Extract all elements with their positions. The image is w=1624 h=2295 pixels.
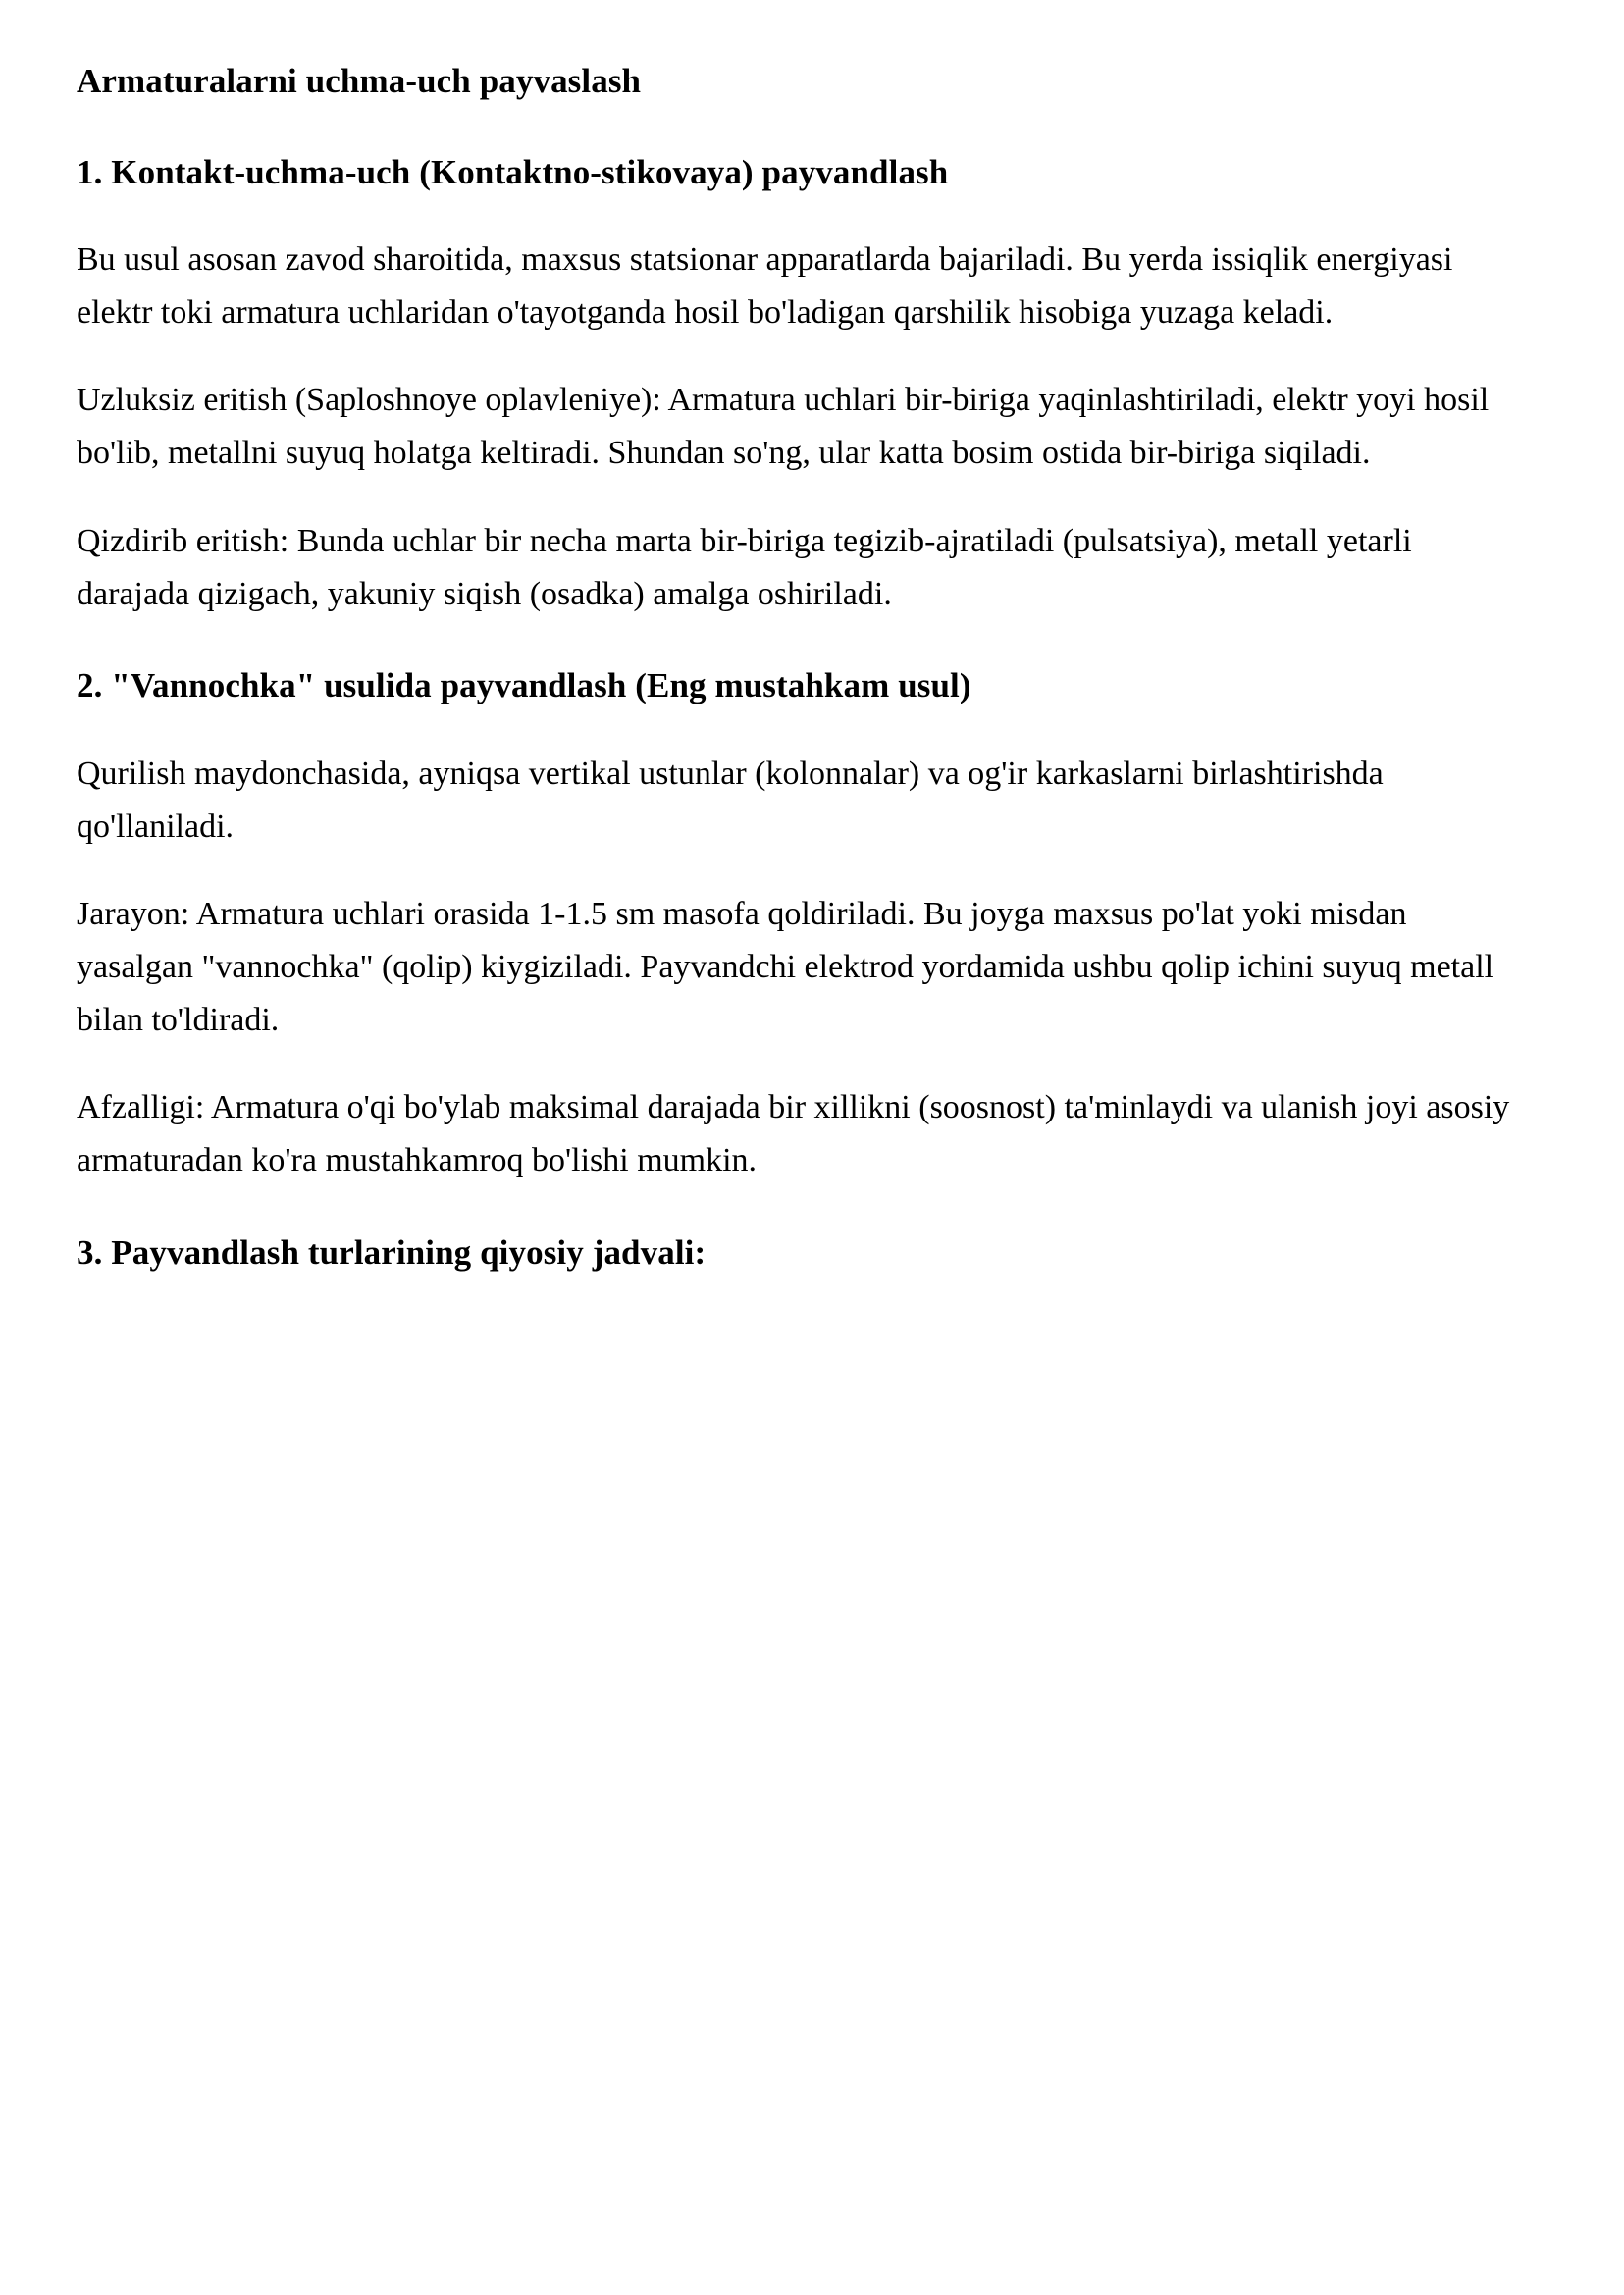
section-heading-2: 2. "Vannochka" usulida payvandlash (Eng mustahkam usul) xyxy=(77,666,971,705)
document-body xyxy=(77,59,1519,1275)
spacer xyxy=(77,339,1519,374)
spacer xyxy=(77,480,1519,515)
spacer xyxy=(77,1187,1519,1230)
spacer xyxy=(77,104,1519,150)
spacer xyxy=(77,1046,1519,1081)
section-heading-3: 3. Payvandlash turlarining qiyosiy jadvali: xyxy=(77,1232,707,1272)
spacer xyxy=(77,708,1519,748)
section-1-paragraph-2: Uzluksiz eritish (Saploshnoye oplavleniye): Armatura uchlari bir-biriga yaqinlashtiriladi, elektr yoyi hosil bo'lib, metallni suyuq holatga keltiradi. Shundan so'ng, ular katta bosim ostida bir-biriga siqiladi. xyxy=(77,382,1490,472)
page-title: Armaturalarni uchma-uch payvaslash xyxy=(77,62,642,100)
spacer xyxy=(77,194,1519,234)
spacer xyxy=(77,620,1519,663)
section-heading-1: 1. Kontakt-uchma-uch (Kontaktno-stikovaya) payvandlash xyxy=(77,152,949,191)
spacer xyxy=(77,853,1519,888)
section-2-paragraph-1: Qurilish maydonchasida, ayniqsa vertikal ustunlar (kolonnalar) va og'ir karkaslarni birlashtirishda qo'llaniladi. xyxy=(77,755,1384,845)
section-1-paragraph-1: Bu usul asosan zavod sharoitida, maxsus statsionar apparatlarda bajariladi. Bu yerda issiqlik energiyasi elektr toki armatura uchlaridan o'tayotganda hosil bo'ladigan qarshilik hisobiga yuzaga keladi. xyxy=(77,241,1453,331)
section-2-paragraph-2: Jarayon: Armatura uchlari orasida 1-1.5 sm masofa qoldiriladi. Bu joyga maxsus po'lat yoki misdan yasalgan "vannochka" (qolip) kiygiziladi. Payvandchi elektrod yordamida ushbu qolip ichini suyuq metall bilan to'ldiradi. xyxy=(77,896,1494,1038)
section-2-paragraph-3: Afzalligi: Armatura o'qi bo'ylab maksimal darajada bir xillikni (soosnost) ta'minlaydi va ulanish joyi asosiy armaturadan ko'ra mustahkamroq bo'lishi mumkin. xyxy=(77,1089,1510,1179)
section-1-paragraph-3: Qizdirib eritish: Bunda uchlar bir necha marta bir-biriga tegizib-ajratiladi (pulsatsiya), metall yetarli darajada qizigach, yakuniy siqish (osadka) amalga oshiriladi. xyxy=(77,522,1412,612)
